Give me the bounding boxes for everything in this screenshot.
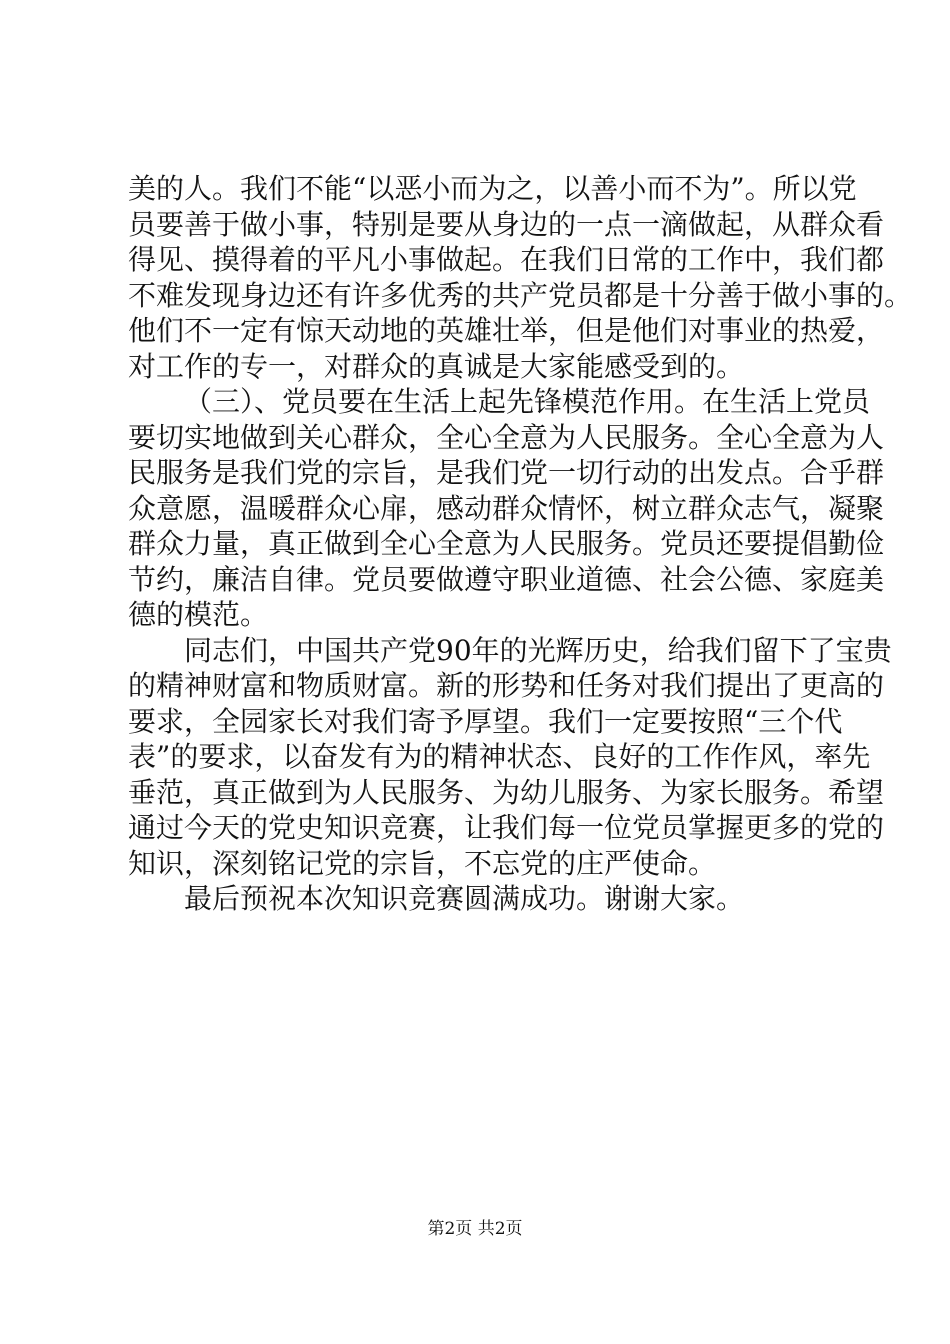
body-line: 垂范，真正做到为人民服务、为幼儿服务、为家长服务。希望 — [128, 775, 885, 809]
body-line: 节约，廉洁自律。党员要做遵守职业道德、社会公德、家庭美 — [128, 562, 885, 596]
body-line: 要切实地做到关心群众，全心全意为人民服务。全心全意为人 — [128, 420, 885, 454]
body-line: 员要善于做小事，特别是要从身边的一点一滴做起，从群众看 — [128, 207, 885, 241]
body-line: 众意愿，温暖群众心扉，感动群众情怀，树立群众志气，凝聚 — [128, 491, 885, 525]
body-line: 美的人。我们不能“以恶小而为之，以善小而不为”。所以党 — [128, 172, 857, 205]
body-line: 德的模范。 — [128, 598, 269, 631]
paragraph-start-line: 最后预祝本次知识竞赛圆满成功。谢谢大家。 — [184, 882, 745, 915]
body-line: 得见、摸得着的平凡小事做起。在我们日常的工作中，我们都 — [128, 243, 885, 276]
body-line: 他们不一定有惊天动地的英雄壮举，但是他们对事业的热爱， — [128, 314, 885, 347]
body-line: 要求，全园家长对我们寄予厚望。我们一定要按照“三个代 — [128, 704, 843, 738]
body-line: 表”的要求，以奋发有为的精神状态、良好的工作作风，率先 — [128, 740, 871, 773]
body-line: 不难发现身边还有许多优秀的共产党员都是十分善于做小事的。 — [128, 278, 913, 312]
paragraph-start-line: 同志们，中国共产党90年的光辉历史，给我们留下了宝贵 — [184, 633, 892, 667]
paragraph-start-line: （三）、党员要在生活上起先锋模范作用。在生活上党员 — [184, 385, 871, 418]
body-line: 通过今天的党史知识竞赛，让我们每一位党员掌握更多的党的 — [128, 811, 885, 844]
document-body — [128, 171, 913, 917]
page-footer: 第2页 共2页 — [427, 1219, 523, 1239]
body-line: 对工作的专一，对群众的真诚是大家能感受到的。 — [128, 349, 745, 383]
body-line: 群众力量，真正做到全心全意为人民服务。党员还要提倡勤俭 — [128, 527, 885, 560]
body-line: 的精神财富和物质财富。新的形势和任务对我们提出了更高的 — [128, 669, 885, 702]
body-line: 知识，深刻铭记党的宗旨，不忘党的庄严使命。 — [128, 846, 717, 880]
body-line: 民服务是我们党的宗旨，是我们党一切行动的出发点。合乎群 — [128, 456, 885, 489]
